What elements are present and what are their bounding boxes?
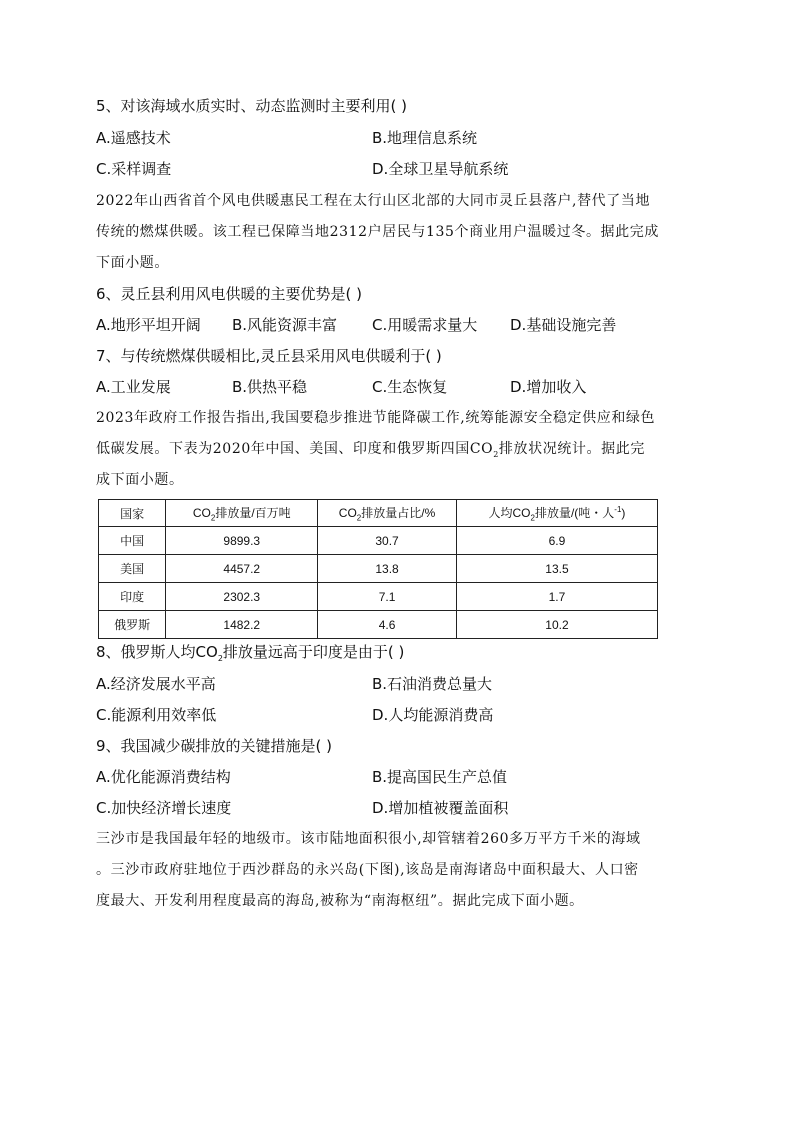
q7-stem: 7、与传统燃煤供暖相比,灵丘县采用风电供暖利于( ) (96, 347, 442, 365)
header-country: 国家 (99, 500, 166, 527)
header-percap-sup: -1 (614, 504, 622, 514)
header-share-post: 排放量占比/% (361, 505, 436, 520)
passage1-line2: 传统的燃煤供暖。该工程已保障当地2312户居民与135个商业用户温暖过冬。据此完成 (96, 224, 659, 240)
header-percap-post: ) (621, 505, 626, 520)
cell-country: 印度 (99, 583, 166, 611)
q8-stem-pre: 8、俄罗斯人均CO (96, 643, 218, 661)
q5-option-d[interactable]: D.全球卫星导航系统 (372, 160, 509, 178)
header-emission-sub: 2 (210, 513, 216, 523)
header-emission-post: 排放量/百万吨 (215, 505, 291, 520)
passage2-line2 (96, 439, 645, 465)
cell-per-capita: 6.9 (456, 527, 657, 555)
q8-stem (96, 642, 404, 669)
header-percap-mid: 排放量/(吨・人 (534, 505, 615, 520)
passage1-line1: 2022年山西省首个风电供暖惠民工程在太行山区北部的大同市灵丘县落户,替代了当地 (96, 193, 651, 209)
cell-share: 30.7 (318, 527, 457, 555)
cell-per-capita: 10.2 (456, 611, 657, 639)
q6-option-d[interactable]: D.基础设施完善 (510, 316, 617, 334)
header-emission-pre: CO (192, 505, 211, 520)
q8-option-c[interactable]: C.能源利用效率低 (96, 706, 217, 724)
cell-per-capita: 1.7 (456, 583, 657, 611)
cell-share: 4.6 (318, 611, 457, 639)
cell-emission: 2302.3 (166, 583, 318, 611)
header-per-capita (456, 500, 657, 527)
q9-option-a[interactable]: A.优化能源消费结构 (96, 768, 231, 786)
passage3-line1: 三沙市是我国最年轻的地级市。该市陆地面积很小,却管辖着260多万平方千米的海域 (96, 831, 641, 847)
co2-emission-table (98, 499, 658, 639)
cell-emission: 1482.2 (166, 611, 318, 639)
q8-stem-post: 排放量远高于印度是由于( ) (222, 643, 405, 661)
q7-option-a[interactable]: A.工业发展 (96, 378, 171, 396)
header-share-sub: 2 (356, 513, 362, 523)
table-header-row (99, 500, 658, 527)
q5-option-b[interactable]: B.地理信息系统 (372, 129, 478, 147)
table-row (99, 527, 658, 555)
header-percap-pre: 人均CO (488, 505, 531, 520)
q7-option-c[interactable]: C.生态恢复 (372, 378, 448, 396)
q7-option-b[interactable]: B.供热平稳 (232, 378, 308, 396)
table-row (99, 555, 658, 583)
q6-option-a[interactable]: A.地形平坦开阔 (96, 316, 201, 334)
q8-option-a[interactable]: A.经济发展水平高 (96, 675, 216, 693)
header-emission (166, 500, 318, 527)
passage2-line1: 2023年政府工作报告指出,我国要稳步推进节能降碳工作,统筹能源安全稳定供应和绿色 (96, 410, 656, 426)
cell-per-capita: 13.5 (456, 555, 657, 583)
passage2-line2-sub: 2 (493, 449, 499, 459)
passage2-line3: 成下面小题。 (96, 472, 184, 488)
passage2-line2-post: 排放状况统计。据此完 (498, 441, 645, 457)
passage1-line3: 下面小题。 (96, 255, 169, 271)
q8-option-d[interactable]: D.人均能源消费高 (372, 706, 494, 724)
cell-country: 中国 (99, 527, 166, 555)
q9-option-c[interactable]: C.加快经济增长速度 (96, 799, 232, 817)
header-share (318, 500, 457, 527)
cell-emission: 4457.2 (166, 555, 318, 583)
cell-country: 俄罗斯 (99, 611, 166, 639)
cell-country: 美国 (99, 555, 166, 583)
q8-option-b[interactable]: B.石油消费总量大 (372, 675, 493, 693)
q6-option-b[interactable]: B.风能资源丰富 (232, 316, 338, 334)
q5-option-a[interactable]: A.遥感技术 (96, 129, 171, 147)
passage2-line2-pre: 低碳发展。下表为2020年中国、美国、印度和俄罗斯四国CO (96, 441, 494, 457)
cell-emission: 9899.3 (166, 527, 318, 555)
q9-option-d[interactable]: D.增加植被覆盖面积 (372, 799, 509, 817)
q8-stem-sub: 2 (217, 654, 223, 663)
q9-stem: 9、我国减少碳排放的关键措施是( ) (96, 737, 333, 755)
table-row (99, 583, 658, 611)
q5-option-c[interactable]: C.采样调查 (96, 160, 172, 178)
cell-share: 7.1 (318, 583, 457, 611)
q9-option-b[interactable]: B.提高国民生产总值 (372, 768, 508, 786)
passage3-line2: 。三沙市政府驻地位于西沙群岛的永兴岛(下图),该岛是南海诸岛中面积最大、人口密 (96, 862, 639, 878)
cell-share: 13.8 (318, 555, 457, 583)
q5-stem: 5、对该海域水质实时、动态监测时主要利用( ) (96, 97, 408, 115)
table-row (99, 611, 658, 639)
header-share-pre: CO (338, 505, 357, 520)
header-percap-sub: 2 (530, 513, 535, 523)
q6-option-c[interactable]: C.用暖需求量大 (372, 316, 478, 334)
q7-option-d[interactable]: D.增加收入 (510, 378, 587, 396)
passage3-line3: 度最大、开发利用程度最高的海岛,被称为“南海枢纽”。据此完成下面小题。 (96, 893, 584, 909)
q6-stem: 6、灵丘县利用风电供暖的主要优势是( ) (96, 285, 363, 303)
